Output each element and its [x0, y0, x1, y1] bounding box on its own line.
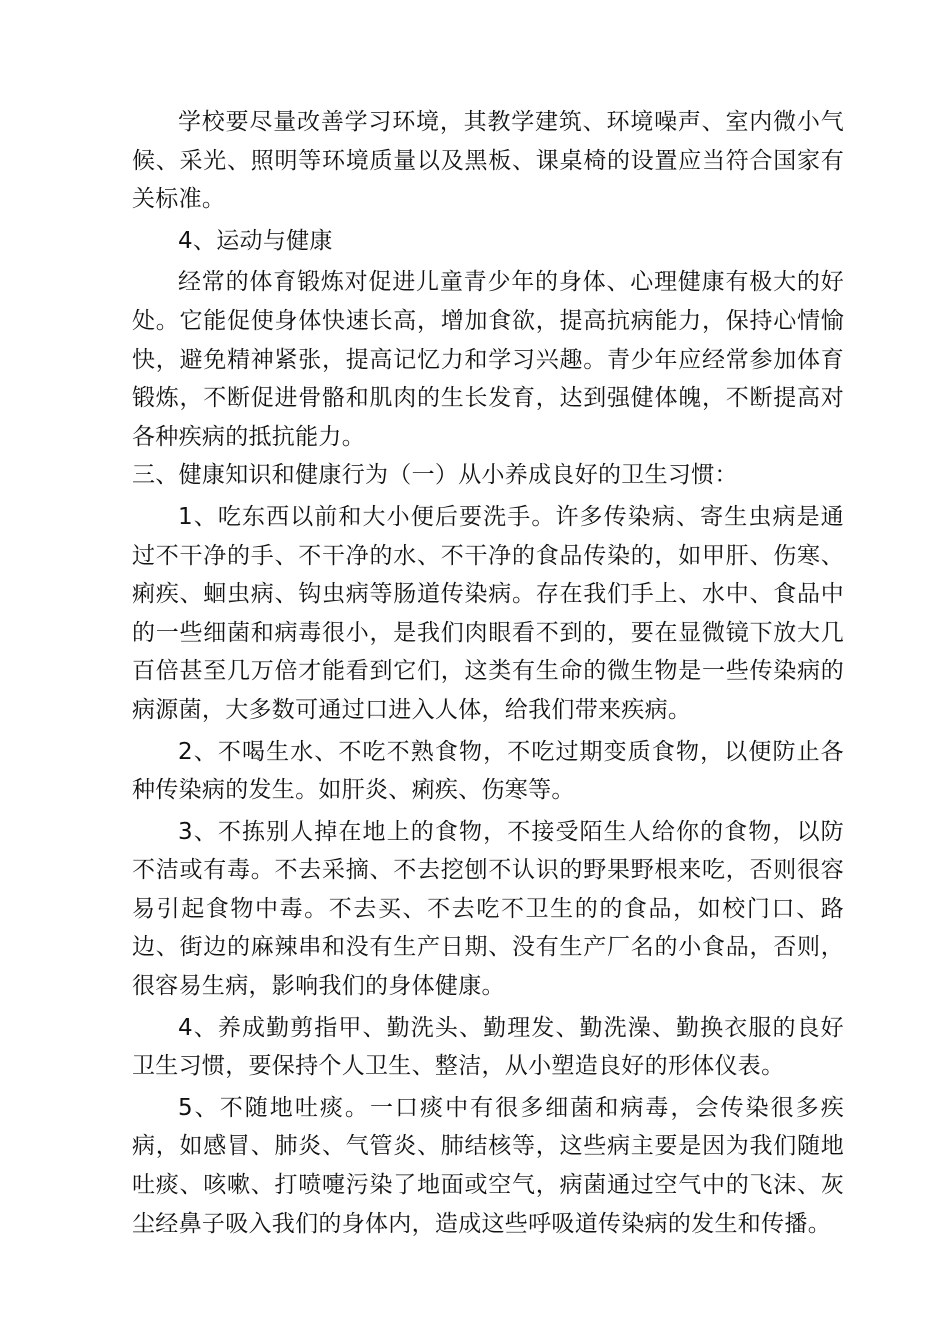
paragraph-no-spitting: 5、不随地吐痰。一口痰中有很多细菌和病毒，会传染很多疾病，如感冒、肺炎、气管炎、肺结核等，这些病主要是因为我们随地吐痰、咳嗽、打喷嚏污染了地面或空气，病菌通过空气中的飞沫、灰尘经鼻子吸入我们的身体内，造成这些呼吸道传染病的发生和传播。	[132, 1094, 844, 1237]
section-heading-health-knowledge: 三、健康知识和健康行为（一）从小养成良好的卫生习惯：	[132, 462, 738, 489]
paragraph-personal-hygiene: 4、养成勤剪指甲、勤洗头、勤理发、勤洗澡、勤换衣服的良好卫生习惯，要保持个人卫生、整洁，从小塑造良好的形体仪表。	[132, 1014, 844, 1080]
paragraph-no-raw-water: 2、不喝生水、不吃不熟食物，不吃过期变质食物，以便防止各种传染病的发生。如肝炎、痢疾、伤寒等。	[132, 738, 844, 804]
section-heading-exercise-health: 4、运动与健康	[178, 227, 333, 254]
paragraph-learning-environment: 学校要尽量改善学习环境，其教学建筑、环境噪声、室内微小气候、采光、照明等环境质量以及黑板、课桌椅的设置应当符合国家有关标准。	[132, 109, 844, 213]
document-body	[132, 103, 844, 1243]
paragraph-food-safety: 3、不拣别人掉在地上的食物，不接受陌生人给你的食物，以防不洁或有毒。不去采摘、不去挖刨不认识的野果野根来吃，否则很容易引起食物中毒。不去买、不去吃不卫生的的食品，如校门口、路边、街边的麻辣串和没有生产日期、没有生产厂名的小食品，否则，很容易生病，影响我们的身体健康。	[132, 818, 844, 1000]
paragraph-exercise-benefits: 经常的体育锻炼对促进儿童青少年的身体、心理健康有极大的好处。它能促使身体快速长高，增加食欲，提高抗病能力，保持心情愉快，避免精神紧张，提高记忆力和学习兴趣。青少年应经常参加体育锻炼，不断促进骨骼和肌肉的生长发育，达到强健体魄，不断提高对各种疾病的抵抗能力。	[132, 269, 844, 450]
paragraph-wash-hands: 1、吃东西以前和大小便后要洗手。许多传染病、寄生虫病是通过不干净的手、不干净的水、不干净的食品传染的，如甲肝、伤寒、痢疾、蛔虫病、钩虫病等肠道传染病。存在我们手上、水中、食品中的一些细菌和病毒很小，是我们肉眼看不到的，要在显微镜下放大几百倍甚至几万倍才能看到它们，这类有生命的微生物是一些传染病的病源菌，大多数可通过口进入人体，给我们带来疾病。	[132, 503, 844, 723]
